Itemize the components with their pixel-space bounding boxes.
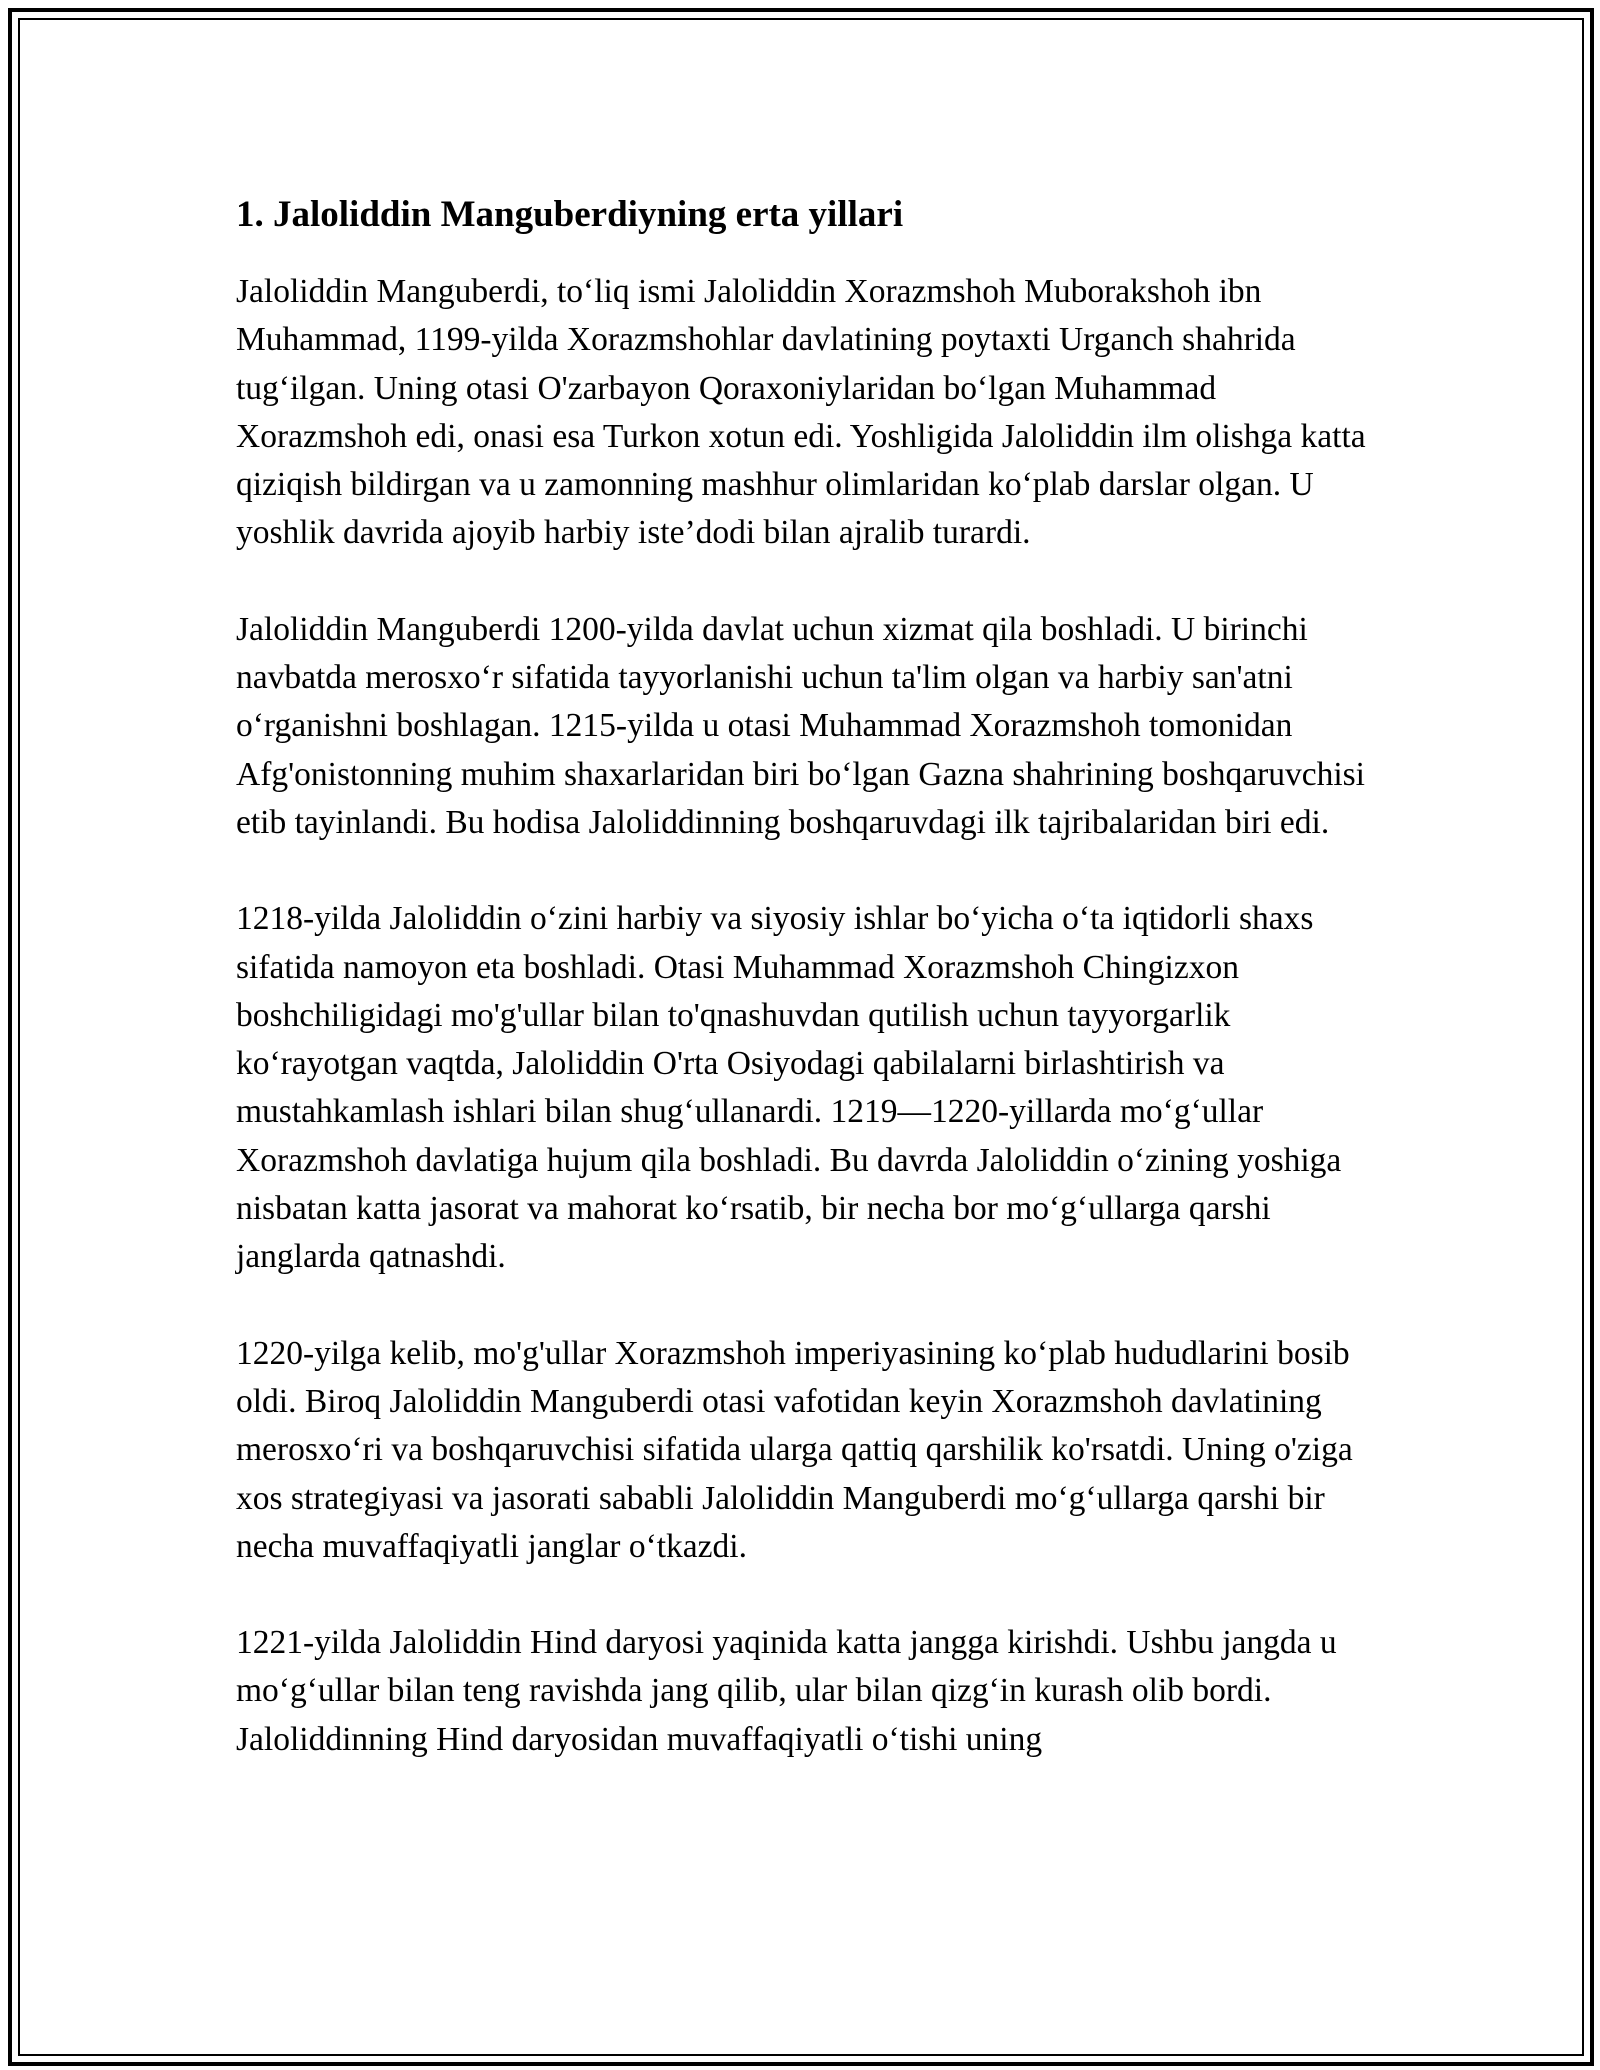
paragraph-1: Jaloliddin Manguberdi, to‘liq ismi Jaloliddin Xorazmshoh Muborakshoh ibn Muhammad, 1199-yilda Xorazmshohlar davlatining poytaxti Urganch shahrida tug‘ilgan. Uning otasi O'zarbayon Qoraxoniylaridan bo‘lgan Muhammad Xorazmshoh edi, onasi esa Turkon xotun edi. Yoshligida Jaloliddin ilm olishga katta qiziqish bildirgan va u zamonning mashhur olimlaridan ko‘plab darslar olgan. U yoshlik davrida ajoyib harbiy iste’dodi bilan ajralib turardi. — [236, 273, 1366, 552]
paragraph-4: 1220-yilga kelib, mo'g'ullar Xorazmshoh imperiyasining ko‘plab hududlarini bosib oldi. Biroq Jaloliddin Manguberdi otasi vafotidan keyin Xorazmshoh davlatining merosxo‘ri va boshqaruvchisi sifatida ularga qattiq qarshilik ko'rsatdi. Uning o'ziga xos strategiyasi va jasorati sababli Jaloliddin Manguberdi mo‘g‘ullarga qarshi bir necha muvaffaqiyatli janglar o‘tkazdi. — [236, 1334, 1353, 1565]
paragraph-5: 1221-yilda Jaloliddin Hind daryosi yaqinida katta jangga kirishdi. Ushbu jangda u mo‘g‘ullar bilan teng ravishda jang qilib, ular bilan qizg‘in kurash olib bordi. Jaloliddinning Hind daryosidan muvaffaqiyatli o‘tishi uning — [236, 1624, 1337, 1758]
section-heading: 1. Jaloliddin Manguberdiyning erta yillari — [236, 194, 904, 235]
paragraph-2: Jaloliddin Manguberdi 1200-yilda davlat uchun xizmat qila boshladi. U birinchi navbatda merosxo‘r sifatida tayyorlanishi uchun ta'lim olgan va harbiy san'atni o‘rganishni boshlagan. 1215-yilda u otasi Muhammad Xorazmshoh tomonidan Afg'onistonning muhim shaxarlaridan biri bo‘lgan Gazna shahrining boshqaruvchisi etib tayinlandi. Bu hodisa Jaloliddinning boshqaruvdagi ilk tajribalaridan biri edi. — [236, 610, 1365, 841]
paragraph-3: 1218-yilda Jaloliddin o‘zini harbiy va siyosiy ishlar bo‘yicha o‘ta iqtidorli shaxs sifatida namoyon eta boshladi. Otasi Muhammad Xorazmshoh Chingizxon boshchiligidagi mo'g'ullar bilan to'qnashuvdan qutilish uchun tayyorgarlik ko‘rayotgan vaqtda, Jaloliddin O'rta Osiyodagi qabilalarni birlashtirish va mustahkamlash ishlari bilan shug‘ullanardi. 1219—1220-yillarda mo‘g‘ullar Xorazmshoh davlatiga hujum qila boshladi. Bu davrda Jaloliddin o‘zining yoshiga nisbatan katta jasorat va mahorat ko‘rsatib, bir necha bor mo‘g‘ullarga qarshi janglarda qatnashdi. — [236, 900, 1342, 1276]
document-body — [236, 190, 1384, 1812]
